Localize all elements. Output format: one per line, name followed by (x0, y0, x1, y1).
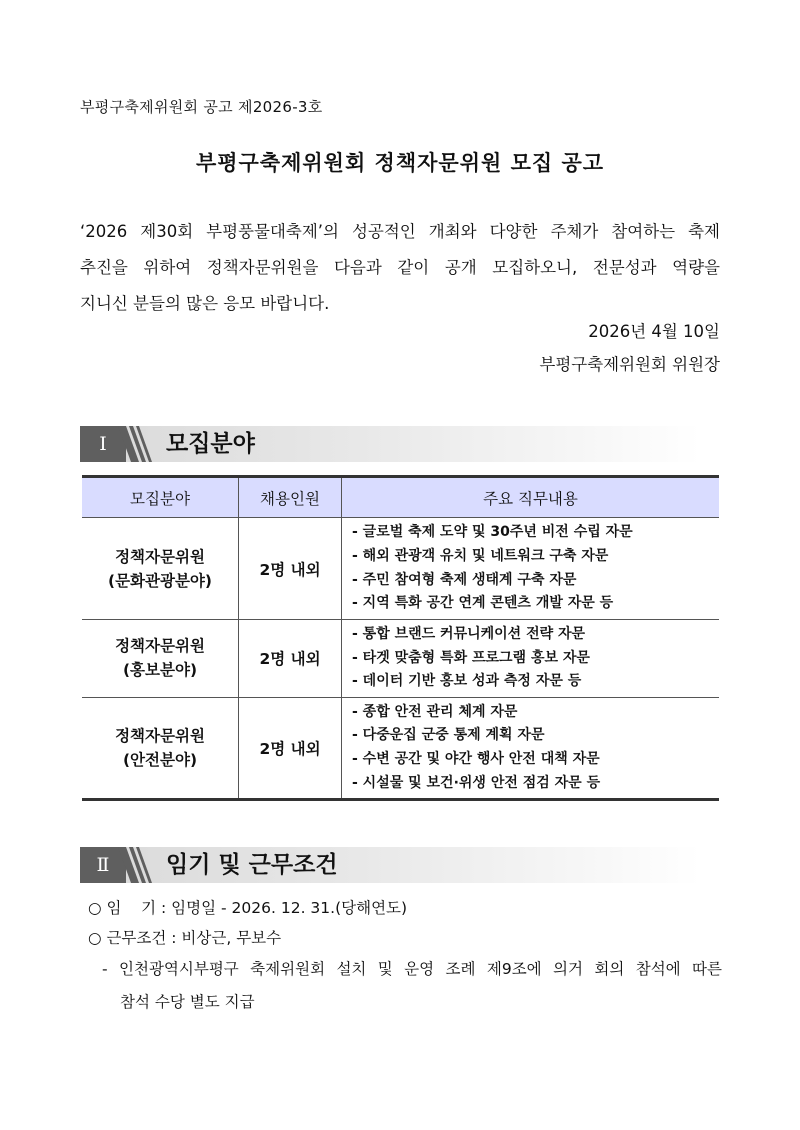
field-cell (82, 697, 239, 799)
duties-cell (342, 518, 720, 620)
term-item: ○ 임 기 : 임명일 - 2026. 12. 31.(당해연도) (88, 899, 408, 917)
duty-item: - 글로벌 축제 도약 및 30주년 비전 수립 자문 (352, 524, 633, 541)
headcount-cell: 2명 내외 (239, 620, 342, 698)
conditions-item: ○ 근무조건 : 비상근, 무보수 (88, 929, 282, 947)
page-title: 부평구축제위원회 정책자문위원 모집 공고 (195, 151, 605, 175)
table-row (82, 697, 719, 799)
section-stripes-icon (118, 426, 158, 462)
signer: 부평구축제위원회 위원장 (539, 355, 720, 374)
field-name: 정책자문위원 (115, 637, 205, 656)
section-title: 임기 및 근무조건 (166, 852, 338, 878)
duty-item: - 다중운집 군중 통제 계획 자문 (352, 727, 545, 744)
document-number: 부평구축제위원회 공고 제2026-3호 (80, 98, 323, 116)
duties-cell (342, 620, 720, 698)
duty-item: - 타겟 맞춤형 특화 프로그램 홍보 자문 (352, 649, 590, 666)
section-number: Ⅱ (80, 847, 126, 883)
intro-line: 추진을 위하여 정책자문위원을 다음과 같이 공개 모집하오니, 전문성과 역량을 (80, 258, 720, 277)
intro-line: 지니신 분들의 많은 응모 바랍니다. (80, 294, 330, 313)
note-line: - 인천광역시부평구 축제위원회 설치 및 운영 조례 제9조에 의거 회의 참석에 따른 (102, 960, 722, 978)
duty-item: - 수변 공간 및 야간 행사 안전 대책 자문 (352, 750, 600, 767)
duty-item: - 지역 특화 공간 연계 콘텐츠 개발 자문 등 (352, 595, 614, 612)
note-line: 참석 수당 별도 지급 (120, 993, 255, 1011)
section-title: 모집분야 (166, 431, 255, 457)
duty-item: - 데이터 기반 홍보 성과 측정 자문 등 (352, 673, 582, 690)
field-cell (82, 620, 239, 698)
section-header-recruitment (80, 422, 720, 466)
field-area: (홍보분야) (122, 661, 198, 680)
duty-item: - 해외 관광객 유치 및 네트워크 구축 자문 (352, 547, 609, 564)
field-name: 정책자문위원 (115, 726, 205, 745)
column-header: 주요 직무내용 (342, 477, 720, 518)
field-cell (82, 518, 239, 620)
intro-line: ‘2026 제30회 부평풍물대축제’의 성공적인 개최와 다양한 주체가 참여하는 축제 (80, 222, 720, 241)
field-area: (문화관광분야) (107, 571, 212, 590)
headcount-cell: 2명 내외 (239, 697, 342, 799)
table-row (82, 620, 719, 698)
duty-item: - 주민 참여형 축제 생태계 구축 자문 (352, 571, 577, 588)
allowance-note (102, 953, 722, 1019)
announcement-date: 2026년 4월 10일 (588, 322, 720, 341)
table-row (82, 518, 719, 620)
duty-item: - 종합 안전 관리 체계 자문 (352, 703, 518, 720)
duty-item: - 시설물 및 보건·위생 안전 점검 자문 등 (352, 774, 601, 791)
column-header: 모집분야 (82, 477, 239, 518)
field-name: 정책자문위원 (115, 547, 205, 566)
duties-cell (342, 697, 720, 799)
section-number: Ⅰ (80, 426, 126, 462)
duty-item: - 통합 브랜드 커뮤니케이션 전략 자문 (352, 626, 586, 642)
table-header-row (82, 477, 719, 518)
field-area: (안전분야) (122, 750, 198, 769)
column-header: 채용인원 (239, 477, 342, 518)
intro-paragraph (80, 214, 720, 322)
headcount-cell: 2명 내외 (239, 518, 342, 620)
section-stripes-icon (118, 847, 158, 883)
recruitment-table (82, 475, 719, 801)
section-header-term (80, 843, 720, 887)
